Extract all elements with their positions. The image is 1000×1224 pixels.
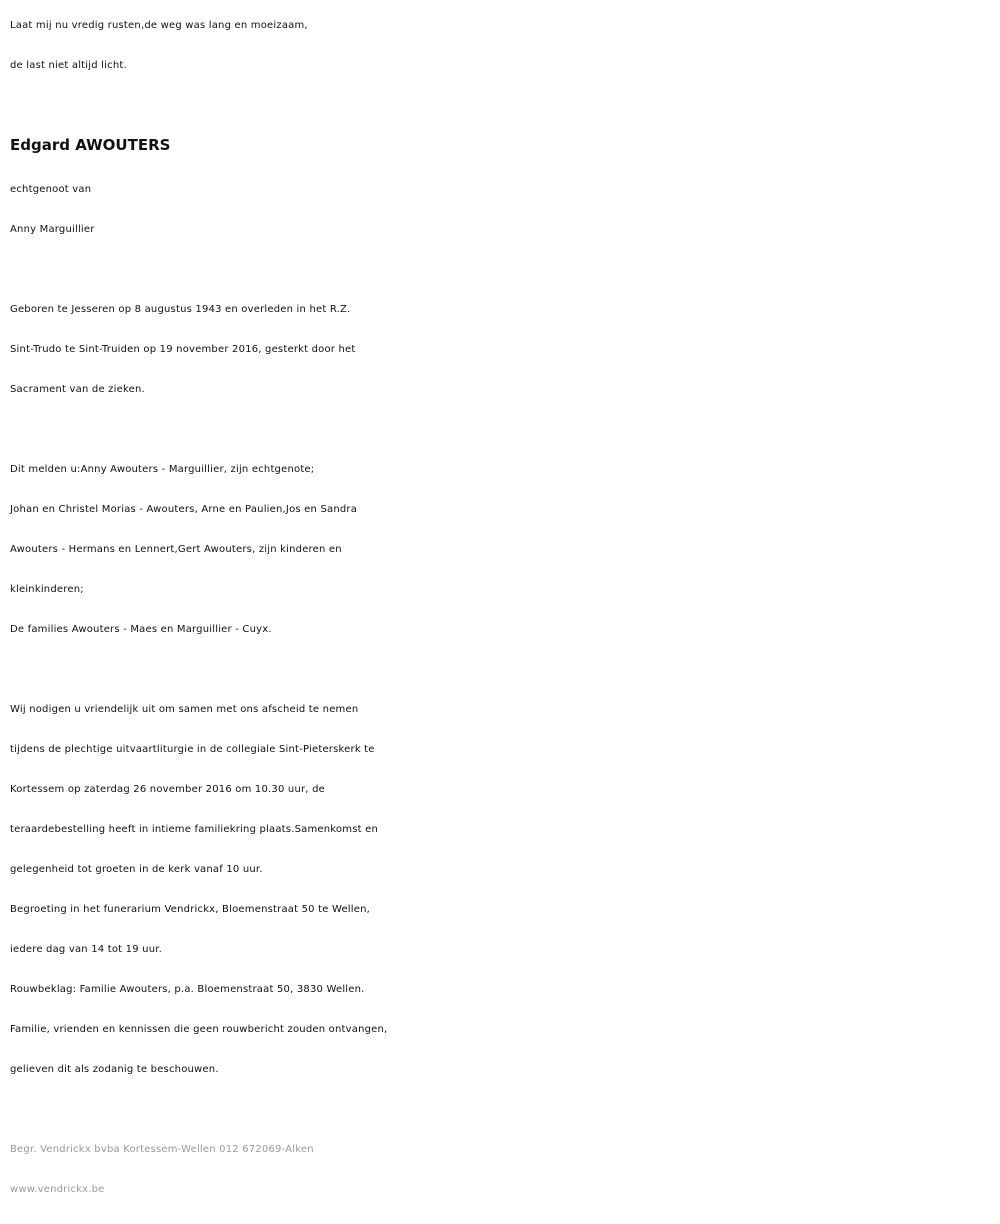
- paragraph-line: Sint-Trudo te Sint-Truiden op 19 november 2016, gesterkt door het: [10, 344, 356, 355]
- spacer: [10, 1090, 995, 1130]
- paragraph-line: teraardebestelling heeft in intieme familiekring plaats.Samenkomst en: [10, 824, 378, 835]
- paragraph-line: Awouters - Hermans en Lennert,Gert Awouters, zijn kinderen en: [10, 544, 342, 555]
- paragraph-line: Kortessem op zaterdag 26 november 2016 om 10.30 uur, de: [10, 784, 325, 795]
- poem-line: Laat mij nu vredig rusten,de weg was lang en moeizaam,: [10, 20, 308, 31]
- paragraph-line: iedere dag van 14 tot 19 uur.: [10, 944, 163, 955]
- obituary-notice: [10, 6, 995, 1210]
- paragraph-line: Dit melden u:Anny Awouters - Marguillier, zijn echtgenote;: [10, 464, 315, 475]
- spacer: [10, 410, 995, 450]
- paragraph-line: Rouwbeklag: Familie Awouters, p.a. Bloemenstraat 50, 3830 Wellen.: [10, 984, 365, 995]
- paragraph-line: De families Awouters - Maes en Marguillier - Cuyx.: [10, 624, 272, 635]
- spouse-name: Anny Marguillier: [10, 224, 95, 235]
- paragraph-line: Johan en Christel Morias - Awouters, Arne en Paulien,Jos en Sandra: [10, 504, 358, 515]
- birth-death-paragraph: [10, 290, 995, 410]
- poem: [10, 6, 995, 86]
- paragraph-line: Sacrament van de zieken.: [10, 384, 145, 395]
- paragraph-line: kleinkinderen;: [10, 584, 84, 595]
- paragraph-line: gelieven dit als zodanig te beschouwen.: [10, 1064, 219, 1075]
- spacer: [10, 250, 995, 290]
- undertaker-website-link[interactable]: www.vendrickx.be: [10, 1184, 105, 1195]
- announcement-paragraph: [10, 450, 995, 650]
- undertaker-info: Begr. Vendrickx bvba Kortessem-Wellen 012 672069-Alken: [10, 1144, 314, 1155]
- paragraph-line: tijdens de plechtige uitvaartliturgie in de collegiale Sint-Pieterskerk te: [10, 744, 375, 755]
- poem-line: de last niet altijd licht.: [10, 60, 127, 71]
- deceased-name: Edgard AWOUTERS: [10, 136, 171, 154]
- paragraph-line: Geboren te Jesseren op 8 augustus 1943 en overleden in het R.Z.: [10, 304, 351, 315]
- paragraph-line: Familie, vrienden en kennissen die geen rouwbericht zouden ontvangen,: [10, 1024, 388, 1035]
- paragraph-line: Wij nodigen u vriendelijk uit om samen met ons afscheid te nemen: [10, 704, 359, 715]
- spacer: [10, 650, 995, 690]
- relation-text: echtgenoot van: [10, 184, 92, 195]
- paragraph-line: Begroeting in het funerarium Vendrickx, Bloemenstraat 50 te Wellen,: [10, 904, 371, 915]
- invitation-paragraph: [10, 690, 995, 1090]
- undertaker-footer: [10, 1130, 995, 1210]
- paragraph-line: gelegenheid tot groeten in de kerk vanaf 10 uur.: [10, 864, 263, 875]
